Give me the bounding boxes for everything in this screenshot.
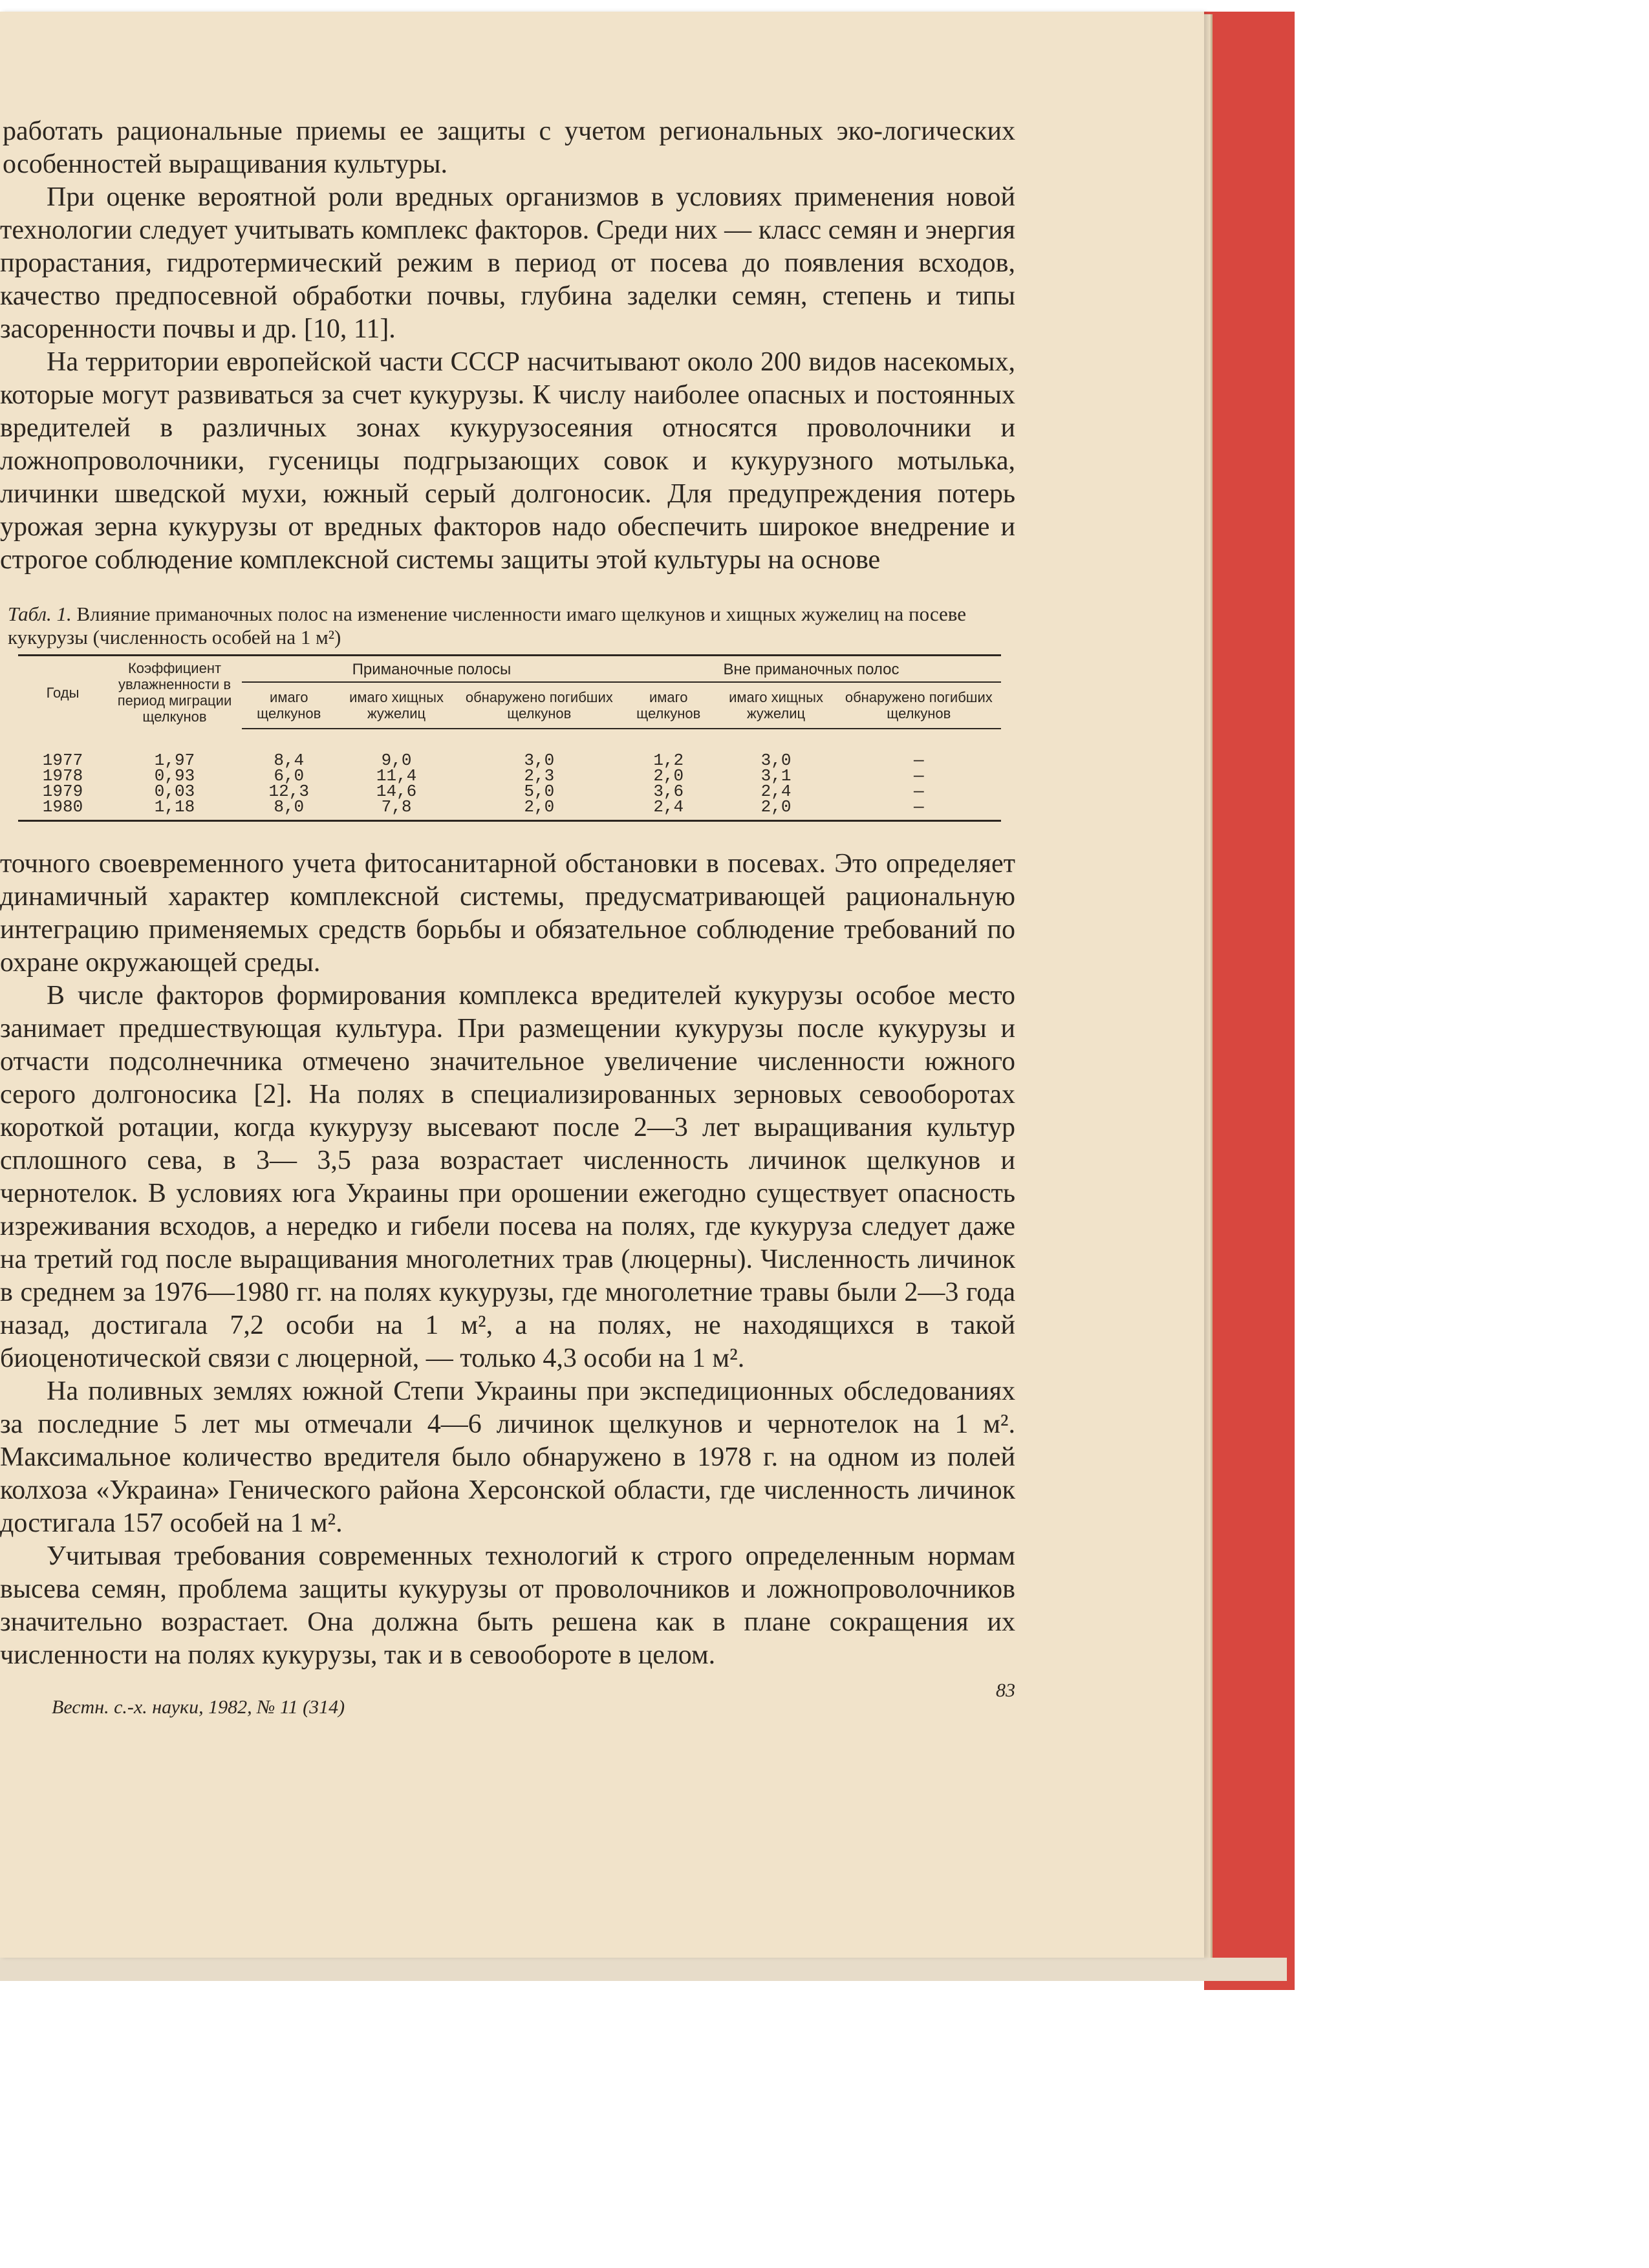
cell: 1,97 — [154, 750, 195, 770]
header-years: Годы — [18, 656, 107, 729]
cell: 1977 — [42, 750, 83, 770]
cell: 1980 — [18, 799, 107, 821]
header-group-bait-strips: Приманочные полосы — [242, 656, 621, 683]
cell: — — [913, 782, 924, 801]
cell: 3,6 — [653, 782, 684, 801]
paragraph-5: В числе факторов формирования комплекса вредителей кукурузы особое место занимает предшествующая культура. При размещении кукурузы после кукурузы и отчасти подсолнечника отмечено значительное увеличение численности южного серого долгоносика [2]. На полях в специализированных зерновых севооборотах короткой ротации, когда кукурузу высевают после 2—3 лет выращивания культур сплошного сева, в 3— 3,5 раза возрастает численность личинок щелкунов и чернотелок. В условиях юга Украины при орошении ежегодно существует опасность изреживания всходов, а нередко и гибели посева на полях, где кукуруза следует даже на третий год после выращивания многолетних трав (люцерны). Численность личинок в среднем за 1976—1980 гг. на полях кукурузы, где многолетние травы были 2—3 года назад, достигала 7,2 особи на 1 м², а на полях, не находящихся в такой биоценотической связи с люцерной, — только 4,3 особи на 1 м². — [0, 981, 1015, 1373]
page-number: 83 — [996, 1680, 1015, 1701]
cell: 8,4 — [274, 751, 305, 770]
scanned-page — [0, 12, 1204, 1958]
cell: 12,3 — [268, 782, 309, 801]
paragraph-3: На территории европейской части СССР насчитывают около 200 видов насекомых, которые могут развиваться за счет кукурузы. К числу наиболее опасных и постоянных вредителей в различных зонах кукурузосеяния относятся проволочники и ложнопроволочники, гусеницы подгрызающих совок и кукурузного мотылька, личинки шведской мухи, южный серый долгоносик. Для предупреждения потерь урожая зерна кукурузы от вредных факторов надо обеспечить широкое внедрение и строгое соблюдение комплексной системы защиты этой культуры на основе — [0, 347, 1015, 575]
header-imago-1: имаго щелкунов — [242, 682, 336, 729]
cell: — — [837, 799, 1001, 821]
header-dead-2: обнаружено погибших щелкунов — [837, 682, 1001, 729]
cell: 1978 — [42, 766, 83, 786]
table-row — [18, 799, 1001, 821]
cell: 1,18 — [107, 799, 242, 821]
page-footer — [0, 1680, 1015, 1735]
cell: 8,0 — [242, 799, 336, 821]
bottom-paper-strip — [0, 1958, 1287, 1981]
cell: — — [913, 766, 924, 786]
header-group-outside-strips: Вне приманочных полос — [621, 656, 1001, 683]
cell: 2,4 — [621, 799, 716, 821]
cell: 3,1 — [760, 766, 792, 786]
cell: 1,2 — [653, 751, 684, 770]
cell: 5,0 — [524, 782, 555, 801]
table-row — [18, 729, 1001, 768]
page-content — [0, 115, 1015, 1735]
header-predators-1: имаго хищных жужелиц — [336, 682, 457, 729]
cell: 7,8 — [336, 799, 457, 821]
cell: 2,3 — [524, 766, 555, 786]
table-caption — [8, 603, 978, 649]
cell: 3,0 — [524, 751, 555, 770]
data-table — [18, 654, 1001, 822]
cell: 2,0 — [653, 766, 684, 786]
paragraph-4: точного своевременного учета фитосанитарной обстановки в посевах. Это определяет динамичный характер комплексной системы, предусматривающей рациональную интеграцию применяемых средств борьбы и обязательное соблюдение требований по охране окружающей среды. — [0, 849, 1015, 978]
journal-reference: Вестн. с.-х. науки, 1982, № 11 (314) — [52, 1696, 345, 1718]
header-dead-1: обнаружено погибших щелкунов — [457, 682, 621, 729]
paragraph-7: Учитывая требования современных технологий к строго определенным нормам высева семян, проблема защиты кукурузы от проволочников и ложнопроволочников значительно возрастает. Она должна быть решена как в плане сокращения их численности на полях кукурузы, так и в севообороте в целом. — [0, 1541, 1015, 1670]
cell: 3,0 — [760, 751, 792, 770]
cell: 6,0 — [274, 766, 305, 786]
cell: 2,0 — [457, 799, 621, 821]
table-title: Влияние приманочных полос на изменение численности имаго щелкунов и хищных жужелиц на посеве кукурузы (численность особей на 1 м²) — [8, 603, 967, 648]
header-coefficient: Коэффициент увлажненности в период миграции щелкунов — [107, 656, 242, 729]
paragraph-6: На поливных землях южной Степи Украины при экспедиционных обследованиях за последние 5 лет мы отмечали 4—6 личинок щелкунов и чернотелок на 1 м². Максимальное количество вредителя было обнаружено в 1978 г. на одном из полей колхоза «Украина» Генического района Херсонской области, где численность личинок достигала 157 особей на 1 м². — [0, 1376, 1015, 1538]
cell: 0,93 — [154, 766, 195, 786]
header-predators-2: имаго хищных жужелиц — [715, 682, 836, 729]
cell: — — [913, 751, 924, 770]
cell: 2,0 — [715, 799, 836, 821]
cell: 14,6 — [376, 782, 417, 801]
red-backing-sheet — [1204, 12, 1295, 1990]
table-number: Табл. 1. — [8, 603, 72, 625]
table-wrapper — [0, 654, 1015, 822]
paragraph-2: При оценке вероятной роли вредных организмов в условиях применения новой технологии следует учитывать комплекс факторов. Среди них — класс семян и энергия прорастания, гидротермический режим в период от посева до появления всходов, качество предпосевной обработки почвы, глубина заделки семян, степень и типы засоренности почвы и др. [10, 11]. — [0, 182, 1015, 344]
header-imago-2: имаго щелкунов — [621, 682, 716, 729]
cell: 11,4 — [376, 766, 417, 786]
paragraph-1: работать рациональные приемы ее защиты с учетом региональных эко-логических особенностей выращивания культуры. — [3, 116, 1015, 179]
cell: 1979 — [42, 782, 83, 801]
cell: 0,03 — [154, 782, 195, 801]
cell: 2,4 — [760, 782, 792, 801]
cell: 9,0 — [381, 751, 412, 770]
